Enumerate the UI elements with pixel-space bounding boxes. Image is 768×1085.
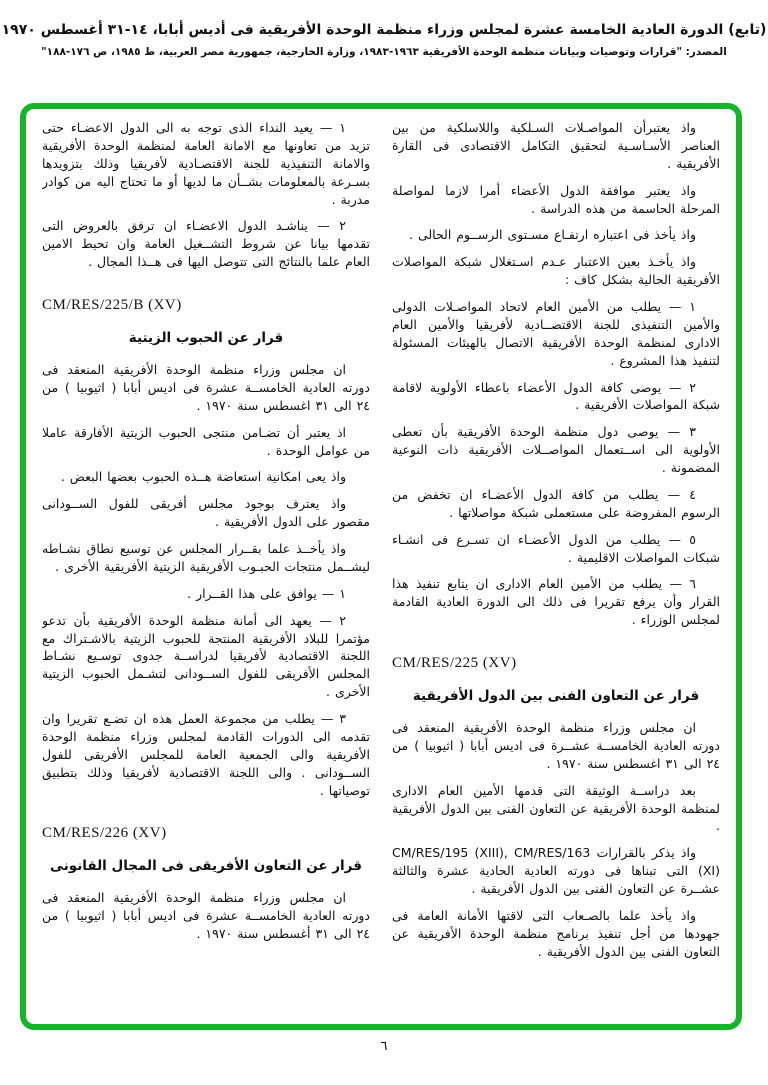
- resolution-title: قرار عن التعاون الفنى بين الدول الأفريقية: [412, 688, 700, 704]
- resolution-title: قرار عن التعاون الأفريقى فى المجال القانونى: [50, 858, 362, 875]
- resolution-code: CM/RES/226 (XV): [42, 825, 167, 842]
- body-paragraph: واذ يأخذ علما بالصـعاب التى لاقتها الأمانة العامة فى جهودها من أجل تنفيذ برنامج منظمة الوحدة الأفريقية عن التعاون الفنى بين الدول الأفريقية .: [392, 907, 720, 959]
- body-paragraph: واذ يأخذ فى اعتباره ارتفـاع مسـتوى الرســوم الحالى .: [409, 227, 696, 243]
- body-paragraph: ان مجلس وزراء منظمة الوحدة الأفريقية المنعقد فى دورته العادية الخامســة عشرة فى اديس أبابا ( اثيوبيا ) من ٢٤ الى ٣١ أغسطس سنة ١٩٧٠ .: [42, 890, 370, 942]
- body-paragraph: ٥ — يطلب من الدول الأعضـاء ان تسـرع فى انشـاء شبكات المواصلات الاقليمية .: [392, 531, 720, 565]
- body-paragraph: واذ يأخــذ علما بقــرار المجلس عن توسيع نطاق نشـاطه ليشــمل منتجات الحبـوب الأفريقية الزيتية الأفريقية الأخرى .: [42, 541, 370, 574]
- body-paragraph: ٦ — يطلب من الأمين العام الادارى ان يتابع تنفيذ هذا القرار وأن يرفع تقريرا فى ذلك الى الدورة العادية القادمة لمجلس الوزراء .: [392, 576, 720, 628]
- body-paragraph: واذ يعتبر موافقة الدول الأعضاء أمرا لازما لمواصلة المرحلة الحاسمة من هذه الدراسة .: [392, 182, 720, 216]
- resolution-code: CM/RES/225/B (XV): [42, 297, 182, 313]
- body-paragraph: واذ يعى امكانية استعاضة هــذه الحبوب بعضها البعض .: [60, 469, 346, 485]
- column-left: [42, 119, 370, 1014]
- body-paragraph: اذ يعتبر أن تضـامن منتجى الحبوب الزيتية الأفارقة عاملا من عوامل الوحدة .: [42, 424, 370, 458]
- body-paragraph: ١ — يوافق على هذا القــرار .: [187, 585, 346, 601]
- resolution-title: قرار عن الحبوب الزيتية: [128, 330, 284, 346]
- body-paragraph: ١ — يطلب من الأمين العام لاتحاد المواصـلات الدولى والأمين التنفيذى للجنة الاقتصــادية لأفريقيا والأمين العام الادارى لمنظمة الوحدة الأفريقية الاتصال بالهيئات المسئولة لتنفيذ هذا المشروع .: [392, 299, 720, 368]
- body-paragraph: ٢ — يعهد الى أمانة منظمة الوحدة الأفريقية بأن تدعو مؤتمرا للبلاد الأفريقية المنتجة للحبوب الزيتية بالاشـتراك مع اللجنة الاقتصادية لأفريقيا لدراســة جدوى توسـيع نشـاط المجلس الأفريقى للفول الســودانى لتشـمل الحبوب الزيتية الأخرى .: [42, 612, 370, 700]
- body-paragraph: بعد دراســة الوثيقة التى قدمها الأمين العام الادارى لمنظمة الوحدة الأفريقية عن التعاون الفنى بين الدول الأفريقية .: [392, 782, 720, 834]
- body-paragraph: ٣ — يوصى دول منظمة الوحدة الأفريقية بأن تعطى الأولوية الى اســتعمال المواصــلات الأفريقية ذات النوعية المضمونة .: [392, 424, 720, 475]
- content-frame: [20, 103, 742, 1030]
- body-paragraph: واذ يأخـذ بعين الاعتبار عـدم اسـتغلال شبكة المواصلات الأفريقية الحالية بشكل كاف :: [392, 254, 720, 288]
- page-number: ٦: [380, 1039, 388, 1054]
- column-right: [392, 119, 720, 1014]
- body-paragraph: ٢ — يناشـد الدول الاعضـاء ان ترفق بالعروض التى تقدمها بيانا عن شروط التشــغيل العامة وان تحيط الامين العام علما بالنتائج التى تتوصل اليها فى هــذا المجال .: [42, 218, 370, 270]
- header-source-line: المصدر: "قرارات وتوصيات وبيانات منظمة الوحدة الأفريقية ١٩٦٣-١٩٨٣، وزارة الخارجية، جمهورية مصر العربية، ط ١٩٨٥، ص ١٧٦-١٨٨": [41, 46, 727, 58]
- two-column-layout: [42, 119, 720, 1014]
- body-paragraph: ٤ — يطلب من كافة الدول الأعضـاء ان تخفض من الرسوم المفروضة على مستعملى شبكة مواصلاتها .: [392, 486, 720, 520]
- body-paragraph: ان مجلس وزراء منظمة الوحدة الأفريقية المنعقد فى دورته العادية الخامســة عشرة فى اديس أبابا ( اثيوبيا ) من ٢٤ الى ٣١ اغسطس سنة ١٩٧٠ .: [42, 362, 370, 413]
- body-paragraph: ١ — يعيد النداء الذى توجه به الى الدول الاعضـاء حتى تزيد من تعاونها مع الامانة العامة لمنظمة الوحدة الأفريقية والامانة التنفيذية للجنة الاقتصـادية لأفريقيا وذلك بتزويدها بسـرعة بالمعلومات بشــأن ما لديها أو ما تحتاج اليه من كوادر مدربة .: [42, 120, 370, 207]
- body-paragraph: واذ يعترف بوجود مجلس أفريقى للفول الســودانى مقصور على الدول الأفريقية .: [42, 496, 370, 530]
- header-session-title: (تابع) الدورة العادية الخامسة عشرة لمجلس وزراء منظمة الوحدة الأفريقية فى أديس أبابا، ١٤-٣١ أغسطس ١٩٧٠: [1, 22, 767, 38]
- resolution-code: CM/RES/225 (XV): [392, 655, 517, 671]
- page-header: [0, 0, 768, 58]
- body-paragraph: ٢ — يوصى كافة الدول الأعضاء باعطاء الأولوية لاقامة شبكة المواصلات الأفريقية .: [392, 379, 720, 413]
- body-paragraph: واذ يعتبرأن المواصـلات السـلكية واللاسلكية من بين العناصر الأسـاسـية لتحقيق التكامل الاقتصادى فى القارة الأفريقية .: [392, 120, 720, 171]
- body-paragraph: ان مجلس وزراء منظمة الوحدة الأفريقية المنعقد فى دورته العادية الخامســة عشــرة فى اديس أبابا ( اثيوبيا ) من ٢٤ الى ٣١ اغسطس سنة ١٩٧٠ .: [392, 720, 720, 771]
- body-paragraph: ٣ — يطلب من مجموعة العمل هذه ان تضـع تقريرا وان تقدمه الى الدورات القادمة لمجلس وزراء منظمة الوحدة الأفريقية والى الجمعية العامة للمجلس الأفريقى للفول الســودانى . والى اللجنة الاقتصادية لأفريقيا وذلك بتطبيق توصياتها .: [42, 711, 370, 798]
- body-paragraph: واذ يذكر بالقرارات ‏CM/RES/195 (XIII), CM/RES/163 (XI)‏ التى تبناها فى دورته العادية الحادية عشرة والثالثة عشــرة عن التعاون الفنى بين الدول الأفريقية .: [392, 845, 720, 896]
